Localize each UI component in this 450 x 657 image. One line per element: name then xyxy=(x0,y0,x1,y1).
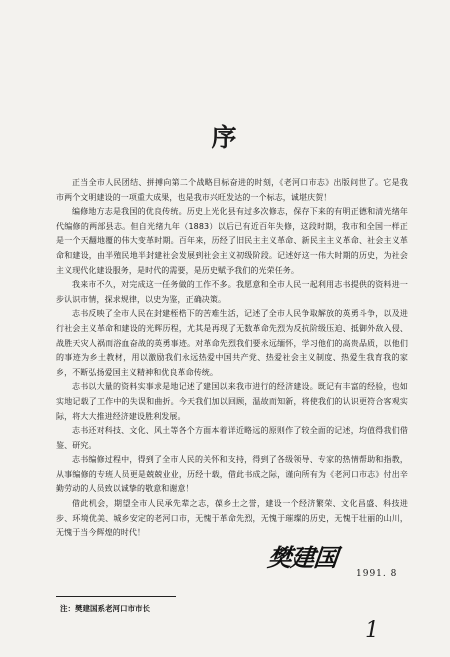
paragraph: 志书以大量的资料实事求是地记述了建国以来我市进行的经济建设。既记有丰富的经验，也如实地记载了工作中的失误和曲折。今天我们加以回顾，温故而知新，将使我们的认识更符合客观实际，将大大推进经济建设胜利发展。 xyxy=(56,382,408,421)
page-title: 序 xyxy=(211,123,239,152)
footnote-divider xyxy=(56,596,176,597)
preface-body xyxy=(56,176,408,541)
paragraph: 我来市不久，对完成这一任务做的工作不多。我愿意和全市人民一起利用志书提供的资料进一步认识市情，探求规律，以史为鉴，正确决策。 xyxy=(56,280,408,304)
paragraph: 编修地方志是我国的优良传统。历史上光化县有过多次修志，保存下来的有明正德和清光绪年代编修的两部县志。但自光绪九年（1883）以后已有近百年失修，这段时期，我市和全国一样正是一个天翻地覆的伟大变革时期。百年来，历经了旧民主主义革命、新民主主义革命、社会主义革命和建设，由半殖民地半封建社会发展到社会主义初级阶段。记述好这一伟大时期的历史，为社会主义现代化建设服务，是时代的需要，是历史赋予我们的光荣任务。 xyxy=(56,207,408,275)
paragraph: 借此机会，期望全市人民承先辈之志，葆乡土之誉，建设一个经济繁荣、文化昌盛、科技进步、环境优美、城乡安定的老河口市，无愧于革命先烈，无愧于璀璨的历史，无愧于壮丽的山川，无愧于当今辉煌的时代！ xyxy=(56,499,408,538)
signature-date: 1991. 8 xyxy=(356,569,398,579)
handwritten-signature: 樊建国 xyxy=(266,543,339,572)
page-number: 1 xyxy=(365,618,379,643)
footnote: 注：樊建国系老河口市市长 xyxy=(60,604,150,613)
paragraph: 志书还对科技、文化、风土等各个方面本着详近略远的原则作了较全面的记述，均值得我们借鉴、研究。 xyxy=(56,426,408,450)
paragraph: 正当全市人民团结、拼搏向第二个战略目标奋进的时刻，《老河口市志》出版问世了。它是我市两个文明建设的一项重大成果，也是我市兴旺发达的一个标志，诚堪庆贺！ xyxy=(56,178,408,202)
paragraph: 志书反映了全市人民在封建桎梏下的苦难生活，记述了全市人民争取解放的英勇斗争，以及进行社会主义革命和建设的光辉历程，尤其是再现了无数革命先烈为反抗阶级压迫、抵御外敌入侵、战胜天灾人祸而浴血奋战的英勇事迹。对革命先烈我们要永远缅怀，学习他们的高贵品质，以他们的事迹为乡土教材，用以激励我们永远热爱中国共产党、热爱社会主义制度、热爱生我育我的家乡，不断弘扬爱国主义精神和优良革命传统。 xyxy=(56,309,408,377)
paragraph: 志书编修过程中，得到了全市人民的关怀和支持，得到了各级领导、专家的热情帮助和指教，从事编修的专班人员更是兢兢业业，历经十载，借此书成之际，谨向所有为《老河口市志》付出辛勤劳动的人员致以诚挚的敬意和谢意！ xyxy=(56,455,408,494)
